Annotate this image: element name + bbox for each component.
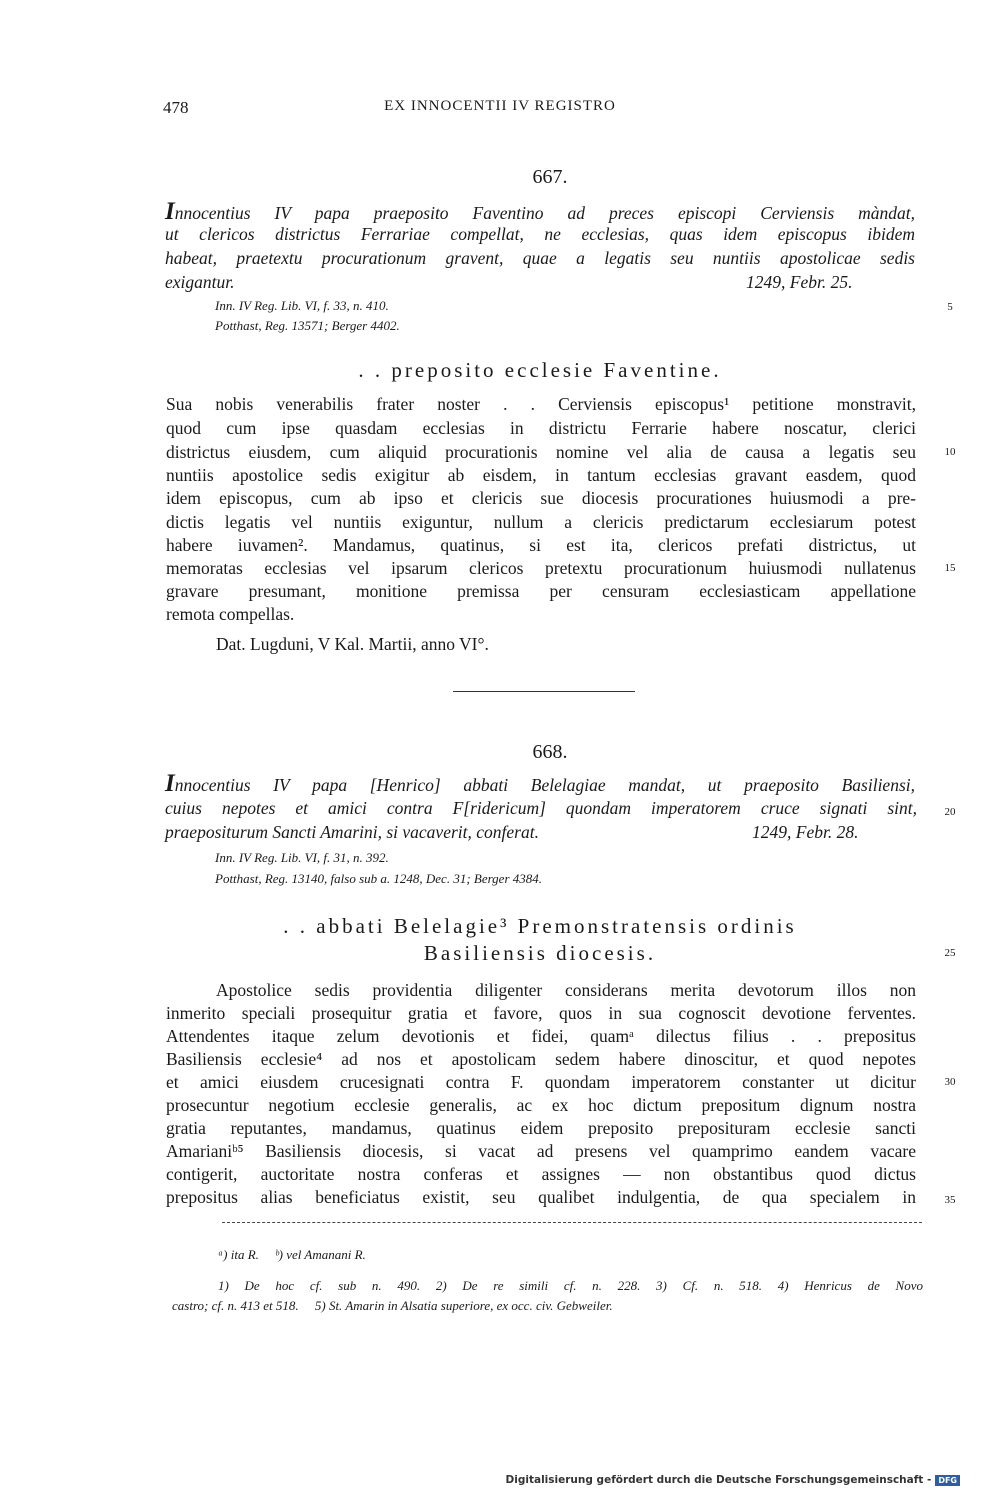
datum-667: Dat. Lugduni, V Kal. Martii, anno VI°. <box>216 634 489 654</box>
dfg-logo: DFG <box>935 1475 960 1486</box>
textual-footnotes: ᵃ) ita R. ᵇ) vel Amanani R. <box>218 1247 366 1262</box>
margin-number: 10 <box>944 446 956 458</box>
address-667: . . preposito ecclesie Faventine. <box>358 358 722 382</box>
body-668-line-9: contigerit, auctoritate nostra conferas et assignes — non obstantibus quod dictus <box>166 1164 916 1184</box>
body-667-line-10: remota compellas. <box>166 604 295 624</box>
margin-number: 30 <box>944 1076 956 1088</box>
document-number-667: 667. <box>532 166 568 188</box>
margin-number: 20 <box>944 806 956 818</box>
body-668-line-1: Apostolice sedis providentia diligenter considerans merita devotorum illos non <box>216 980 916 1000</box>
body-667-line-8: memoratas ecclesias vel ipsarum clericos pretextu procurationum huiusmodi nullatenus <box>166 558 916 578</box>
body-667-line-1: Sua nobis venerabilis frater noster . . Cerviensis episcopus¹ petitione monstravit, <box>166 394 916 414</box>
regest-668-line-3: praepositurum Sancti Amarini, si vacaverit, conferat. <box>165 822 539 842</box>
regest-667-line-3: habeat, praetextu procurationum gravent, quae a legatis seu nuntiis apostolicae sedis <box>165 248 915 268</box>
source-667-line-1: Inn. IV Reg. Lib. VI, f. 33, n. 410. <box>215 298 389 313</box>
margin-number: 5 <box>947 301 953 313</box>
source-667-line-2: Potthast, Reg. 13571; Berger 4402. <box>215 318 400 333</box>
body-667-line-7: habere iuvamen². Mandamus, quatinus, si est ita, clericos prefati districtus, ut <box>166 535 916 555</box>
address-668-line-1: . . abbati Belelagie³ Premonstratensis ordinis <box>283 914 797 938</box>
regest-initial: I <box>165 198 175 225</box>
body-668-line-2: inmerito speciali prosequitur gratia et favore, quos in sua cognoscit devotione ferventes. <box>166 1003 916 1023</box>
source-668-line-1: Inn. IV Reg. Lib. VI, f. 31, n. 392. <box>215 850 389 865</box>
body-667-line-3: districtus eiusdem, cum aliquid procurationis nomine vel alia de causa a legatis seu <box>166 442 916 462</box>
body-667-line-6: dictis legatis vel nuntiis exiguntur, nullum a clericis predictarum ecclesiarum potest <box>166 512 916 532</box>
content-footnotes-line-2: castro; cf. n. 413 et 518. 5) St. Amarin in Alsatia superiore, ex occ. civ. Gebweiler. <box>172 1298 613 1313</box>
margin-number: 15 <box>944 562 956 574</box>
address-668-line-2: Basiliensis diocesis. <box>423 941 657 965</box>
regest-668-date: 1249, Febr. 28. <box>752 822 859 842</box>
body-668-line-5: et amici eiusdem crucesignati contra F. quondam imperatorem constanter ut dicitur <box>166 1072 916 1092</box>
document-number-668: 668. <box>532 741 568 763</box>
regest-initial: I <box>165 770 175 797</box>
body-667-line-5: idem episcopus, cum ab ipso et clericis sue diocesis procurationes huiusmodi a pre- <box>166 488 916 508</box>
running-title: EX INNOCENTII IV REGISTRO <box>384 98 616 114</box>
regest-667-date: 1249, Febr. 25. <box>746 272 853 292</box>
regest-668-line-2: cuius nepotes et amici contra F[ridericum] quondam imperatorem cruce signati sint, <box>165 798 917 818</box>
margin-number: 25 <box>944 947 956 959</box>
page-number: 478 <box>163 98 189 117</box>
regest-667-line-2: ut clericos districtus Ferrariae compellat, ne ecclesias, quas idem episcopus ibidem <box>165 224 915 244</box>
body-668-line-8: Amarianiᵇ⁵ Basiliensis diocesis, si vacat ad presens vel quamprimo eandem vacare <box>166 1141 916 1161</box>
section-divider <box>453 691 635 692</box>
body-667-line-2: quod cum ipse quasdam ecclesias in districtu Ferrarie habere noscatur, clerici <box>166 418 916 438</box>
regest-667-line-4: exigantur. <box>165 272 235 292</box>
body-668-line-4: Basiliensis ecclesie⁴ ad nos et apostolicam sedem habere dinoscitur, et quod nepotes <box>166 1049 916 1069</box>
content-footnotes-line-1: 1) De hoc cf. sub n. 490. 2) De re simili cf. n. 228. 3) Cf. n. 518. 4) Henricus de Novo <box>218 1278 923 1293</box>
regest-667-line-1: Innocentius IV papa praeposito Faventino ad preces episcopi Cerviensis màndat, <box>165 198 915 225</box>
footnote-separator <box>222 1222 922 1223</box>
margin-number: 35 <box>944 1194 956 1206</box>
body-668-line-7: gratia reputantes, mandamus, quatinus eidem preposito preposituram ecclesie sancti <box>166 1118 916 1138</box>
body-667-line-4: nuntiis apostolice sedis exigitur ab eisdem, in tantum ecclesias gravant easdem, quod <box>166 465 916 485</box>
body-668-line-3: Attendentes itaque zelum devotionis et fidei, quamᵃ dilectus filius . . prepositus <box>166 1026 916 1046</box>
body-667-line-9: gravare presumant, monitione premissa per censuram ecclesiasticam appellatione <box>166 581 916 601</box>
source-668-line-2: Potthast, Reg. 13140, falso sub a. 1248, Dec. 31; Berger 4384. <box>215 871 543 886</box>
digitization-credit: Digitalisierung gefördert durch die Deutsche Forschungsgemeinschaft - DFG <box>506 1474 960 1486</box>
body-668-line-10: prepositus alias beneficiatus existit, seu qualibet indulgentia, de qua specialem in <box>166 1187 916 1207</box>
regest-668-line-1: Innocentius IV papa [Henrico] abbati Belelagiae mandat, ut praeposito Basiliensi, <box>165 770 915 797</box>
body-668-line-6: prosecuntur negotium ecclesie generalis, ac ex hoc dictum prepositum dignum nostra <box>166 1095 916 1115</box>
